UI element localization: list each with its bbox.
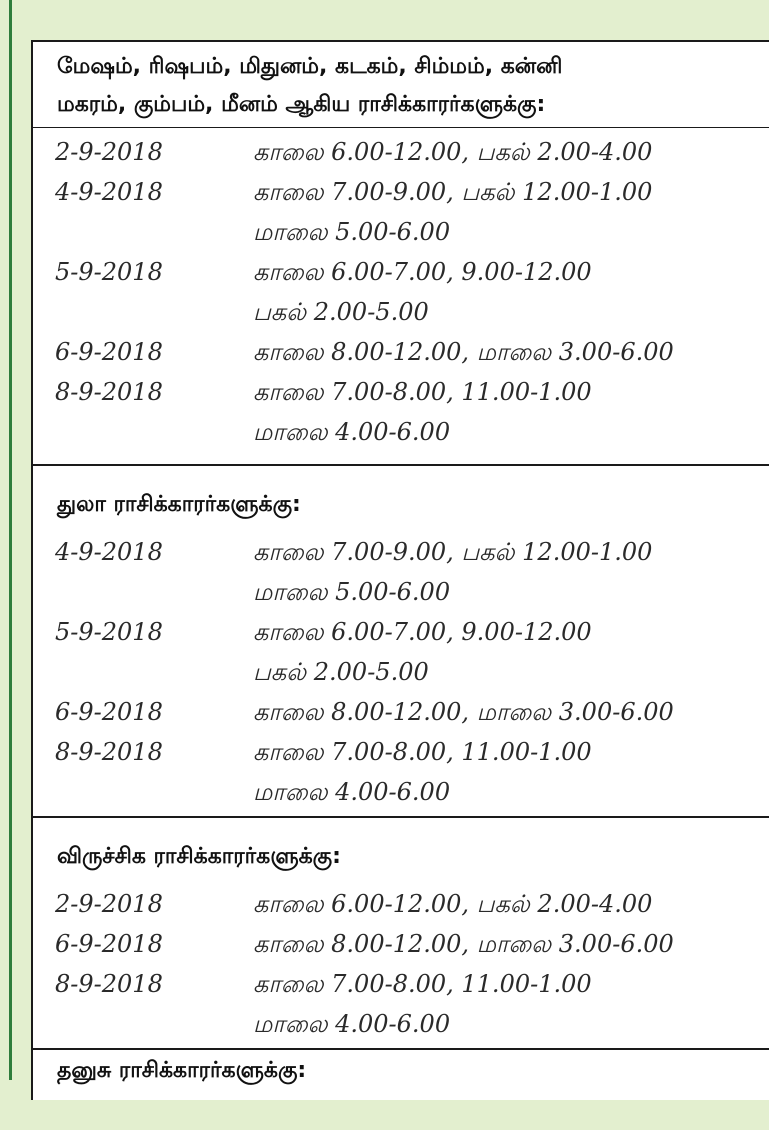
schedule-time: காலை 7.00-8.00, 11.00-1.00 (253, 738, 592, 766)
schedule-rows (33, 880, 769, 1044)
schedule-row (33, 1004, 769, 1044)
schedule-date (33, 1004, 253, 1044)
schedule-date: 2-9-2018 (55, 138, 163, 166)
schedule-row (33, 172, 769, 212)
schedule-time: காலை 6.00-7.00, 9.00-12.00 (253, 258, 592, 286)
schedule-rows (33, 528, 769, 812)
muhurtham-schedule-panel (31, 40, 769, 1100)
schedule-date: 8-9-2018 (55, 738, 163, 766)
schedule-time: மாலை 4.00-6.00 (253, 778, 451, 806)
schedule-rows (33, 128, 769, 452)
schedule-date: 4-9-2018 (55, 178, 163, 206)
schedule-row (33, 532, 769, 572)
schedule-time: மாலை 4.00-6.00 (253, 418, 451, 446)
schedule-date: 8-9-2018 (55, 970, 163, 998)
schedule-row (33, 132, 769, 172)
schedule-row (33, 412, 769, 452)
schedule-time: மாலை 5.00-6.00 (253, 578, 451, 606)
schedule-time: காலை 8.00-12.00, மாலை 3.00-6.00 (253, 698, 674, 726)
schedule-time: காலை 6.00-7.00, 9.00-12.00 (253, 618, 592, 646)
schedule-row (33, 292, 769, 332)
schedule-section (33, 42, 769, 466)
section-heading: துலா ராசிக்காரர்களுக்கு: (57, 492, 301, 517)
schedule-time: காலை 7.00-9.00, பகல் 12.00-1.00 (253, 178, 653, 206)
schedule-time: காலை 8.00-12.00, மாலை 3.00-6.00 (253, 338, 674, 366)
schedule-row (33, 572, 769, 612)
section-heading-line: மேஷம், ரிஷபம், மிதுனம், கடகம், சிம்மம், கன்னி (57, 54, 563, 79)
schedule-time: காலை 7.00-8.00, 11.00-1.00 (253, 970, 592, 998)
schedule-row (33, 884, 769, 924)
schedule-row (33, 372, 769, 412)
schedule-row (33, 652, 769, 692)
schedule-date: 6-9-2018 (55, 930, 163, 958)
schedule-time: காலை 7.00-8.00, 11.00-1.00 (253, 378, 592, 406)
schedule-row (33, 964, 769, 1004)
schedule-date (33, 212, 253, 252)
schedule-time: காலை 7.00-9.00, பகல் 12.00-1.00 (253, 538, 653, 566)
schedule-date (33, 772, 253, 812)
schedule-time: மாலை 5.00-6.00 (253, 218, 451, 246)
schedule-row (33, 772, 769, 812)
schedule-date (33, 412, 253, 452)
schedule-row (33, 612, 769, 652)
section-heading: தனுசு ராசிக்காரர்களுக்கு: (57, 1058, 307, 1083)
schedule-date: 6-9-2018 (55, 698, 163, 726)
schedule-time: பகல் 2.00-5.00 (253, 298, 429, 326)
schedule-time: பகல் 2.00-5.00 (253, 658, 429, 686)
left-border-rule (0, 0, 12, 1080)
schedule-row (33, 332, 769, 372)
schedule-time: மாலை 4.00-6.00 (253, 1010, 451, 1038)
schedule-row (33, 252, 769, 292)
schedule-date: 8-9-2018 (55, 378, 163, 406)
schedule-date: 4-9-2018 (55, 538, 163, 566)
schedule-row (33, 692, 769, 732)
section-heading (33, 42, 769, 124)
schedule-section (33, 466, 769, 818)
schedule-date: 2-9-2018 (55, 890, 163, 918)
schedule-date: 5-9-2018 (55, 618, 163, 646)
schedule-time: காலை 6.00-12.00, பகல் 2.00-4.00 (253, 138, 653, 166)
schedule-section (33, 818, 769, 1050)
schedule-date (33, 292, 253, 332)
schedule-row (33, 212, 769, 252)
schedule-date: 6-9-2018 (55, 338, 163, 366)
schedule-date (33, 572, 253, 612)
schedule-date (33, 652, 253, 692)
schedule-row (33, 732, 769, 772)
section-heading-line: மகரம், கும்பம், மீனம் ஆகிய ராசிக்காரர்களுக்கு: (57, 92, 546, 117)
schedule-row (33, 924, 769, 964)
schedule-section (33, 1050, 769, 1130)
section-heading: விருச்சிக ராசிக்காரர்களுக்கு: (57, 844, 341, 869)
schedule-time: காலை 6.00-12.00, பகல் 2.00-4.00 (253, 890, 653, 918)
schedule-time: காலை 8.00-12.00, மாலை 3.00-6.00 (253, 930, 674, 958)
schedule-date: 5-9-2018 (55, 258, 163, 286)
